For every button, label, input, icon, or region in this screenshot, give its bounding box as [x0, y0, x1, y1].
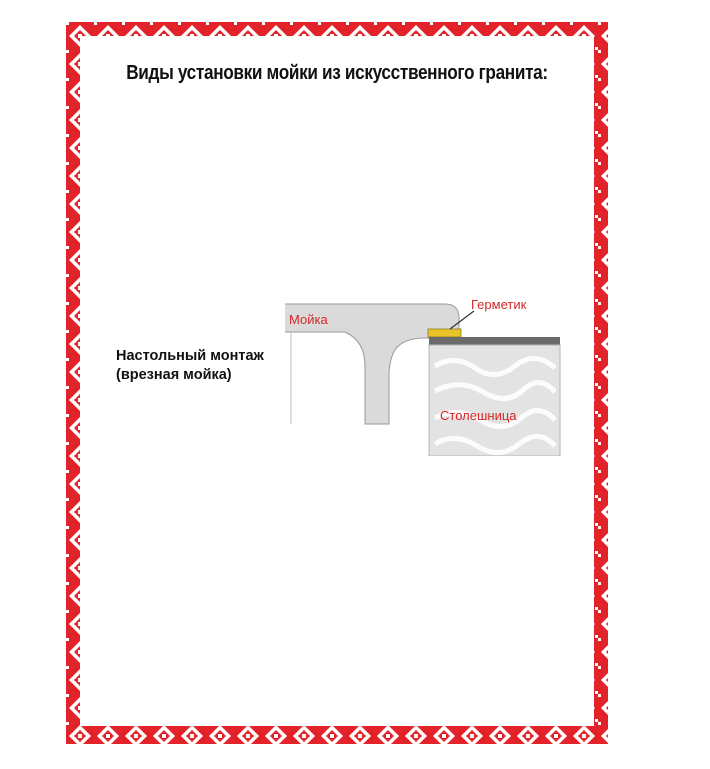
sealant-strip [428, 329, 461, 337]
countertop-top-edge [429, 337, 560, 345]
countertop-label: Столешница [440, 408, 517, 423]
content-panel [80, 36, 594, 726]
mount-type-line-2: (врезная мойка) [116, 367, 232, 383]
sealant-label: Герметик [471, 297, 527, 312]
mount-type-line-1: Настольный монтаж [116, 348, 264, 364]
mount-type-label [116, 347, 264, 385]
page-title: Виды установки мойки из искусственного гранита: [126, 62, 548, 84]
installation-diagram [285, 296, 570, 456]
sink-label: Мойка [289, 312, 328, 327]
